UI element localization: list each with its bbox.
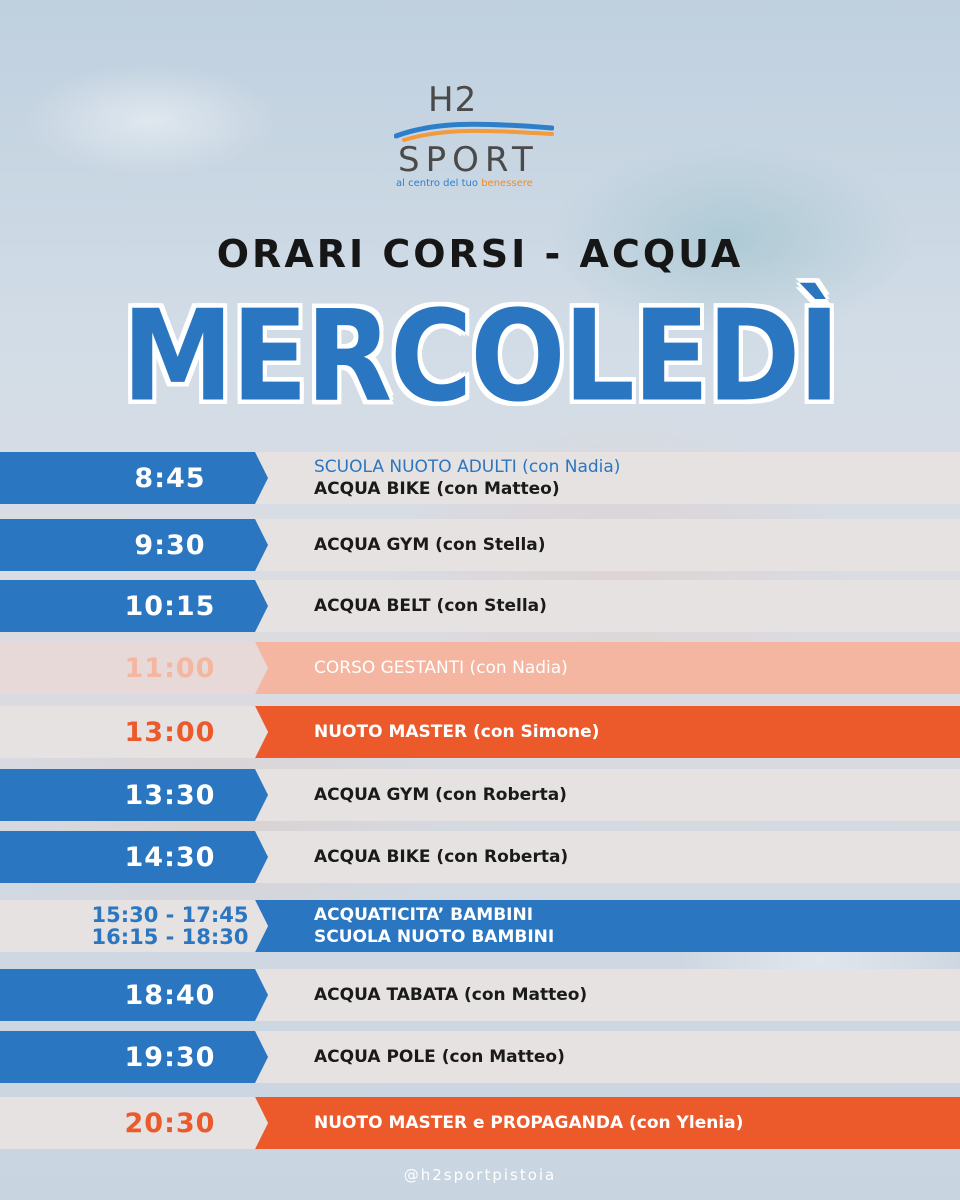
schedule-row <box>0 452 960 504</box>
row-time: 20:30 <box>124 1107 216 1139</box>
row-time: 14:30 <box>124 841 216 873</box>
row-time: 13:00 <box>124 716 216 748</box>
row-courses <box>314 969 954 1021</box>
course-name: CORSO GESTANTI (con Nadia) <box>314 658 568 678</box>
social-handle: @h2sportpistoia <box>403 1166 557 1184</box>
schedule-row <box>0 831 960 883</box>
time-range: 15:30 - 17:45 <box>91 903 249 927</box>
day-title: MERCOLEDÌ <box>121 284 839 430</box>
logo-tagline-part2: benessere <box>481 178 533 189</box>
schedule-row <box>0 969 960 1021</box>
course-name: SCUOLA NUOTO ADULTI (con Nadia) <box>314 457 621 477</box>
schedule-row <box>0 769 960 821</box>
row-courses <box>314 831 954 883</box>
course-name: SCUOLA NUOTO BAMBINI <box>314 927 555 947</box>
row-time: 18:40 <box>124 979 216 1011</box>
row-courses <box>314 452 954 504</box>
row-courses <box>314 706 954 758</box>
row-time: 10:15 <box>124 590 216 622</box>
row-courses <box>314 519 954 571</box>
schedule-row <box>0 1097 960 1149</box>
course-name: NUOTO MASTER e PROPAGANDA (con Ylenia) <box>314 1113 744 1133</box>
page-subtitle: ORARI CORSI - ACQUA <box>216 232 744 276</box>
logo-sport-text: SPORT <box>398 140 539 180</box>
course-name: ACQUA TABATA (con Matteo) <box>314 985 588 1005</box>
row-courses <box>314 1031 954 1083</box>
course-name: ACQUATICITA’ BAMBINI <box>314 905 534 925</box>
schedule-row <box>0 519 960 571</box>
course-name: ACQUA GYM (con Roberta) <box>314 785 567 805</box>
row-time: 13:30 <box>124 779 216 811</box>
row-time: 11:00 <box>124 652 216 684</box>
row-courses <box>314 642 954 694</box>
row-time: 19:30 <box>124 1041 216 1073</box>
row-time: 8:45 <box>134 462 206 494</box>
course-name: NUOTO MASTER (con Simone) <box>314 722 600 742</box>
row-courses <box>314 580 954 632</box>
course-name: ACQUA BELT (con Stella) <box>314 596 547 616</box>
row-time: 9:30 <box>134 529 206 561</box>
row-courses <box>314 1097 954 1149</box>
schedule-row <box>0 580 960 632</box>
row-courses <box>314 769 954 821</box>
logo-h2-text: H2 <box>428 80 478 120</box>
logo-tagline-part1: al centro del tuo <box>396 178 482 189</box>
logo-tagline <box>396 178 533 189</box>
row-courses <box>314 900 954 952</box>
time-range: 16:15 - 18:30 <box>91 925 249 949</box>
schedule-row <box>0 706 960 758</box>
course-name: ACQUA BIKE (con Matteo) <box>314 479 560 499</box>
course-name: ACQUA BIKE (con Roberta) <box>314 847 569 867</box>
schedule-row <box>0 642 960 694</box>
course-name: ACQUA GYM (con Stella) <box>314 535 546 555</box>
h2-sport-logo <box>380 78 580 193</box>
schedule-row <box>0 900 960 952</box>
row-time <box>0 900 340 952</box>
course-name: ACQUA POLE (con Matteo) <box>314 1047 565 1067</box>
schedule-row <box>0 1031 960 1083</box>
